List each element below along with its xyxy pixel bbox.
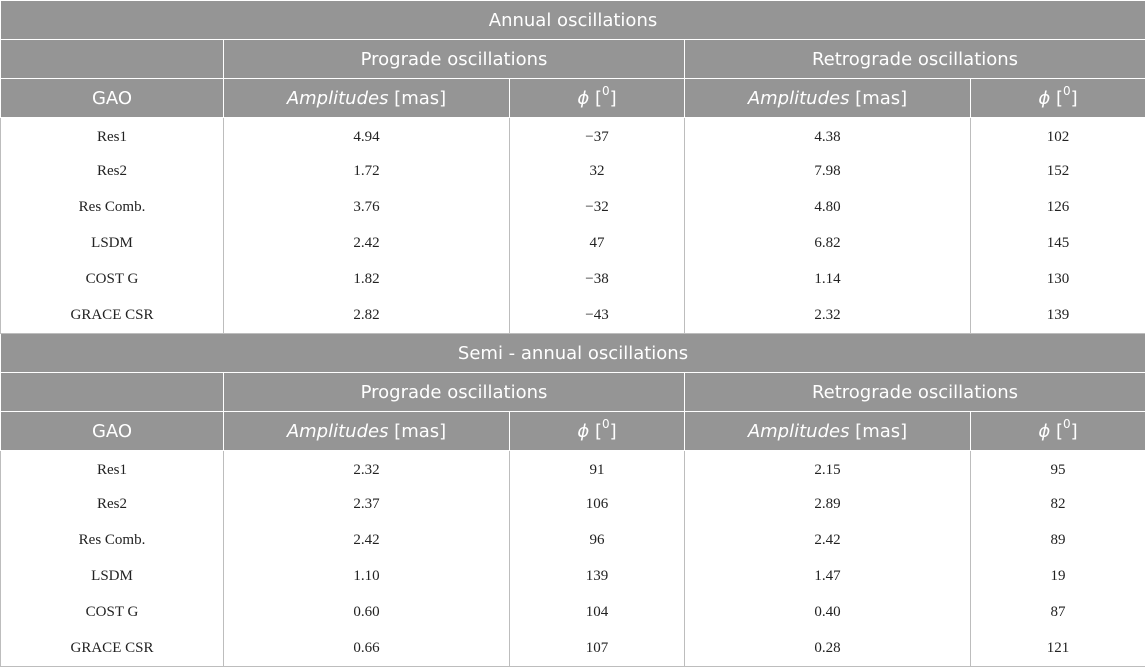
column-header-row bbox=[1, 412, 1145, 451]
gao-cell: COST G bbox=[1, 595, 224, 631]
gao-cell: Res1 bbox=[1, 451, 224, 487]
table-row bbox=[1, 487, 1145, 523]
retrograde-amplitude-cell: 7.98 bbox=[685, 154, 971, 190]
table-row bbox=[1, 118, 1145, 154]
oscillation-type-row bbox=[1, 373, 1145, 412]
prograde-amplitude-cell: 0.60 bbox=[224, 595, 510, 631]
retrograde-phase-cell: 139 bbox=[971, 298, 1145, 334]
prograde-amplitude-header: Amplitudes [mas] bbox=[224, 79, 510, 118]
retrograde-phase-cell: 145 bbox=[971, 226, 1145, 262]
prograde-amplitude-cell: 2.37 bbox=[224, 487, 510, 523]
prograde-header: Prograde oscillations bbox=[224, 40, 685, 79]
gao-cell: COST G bbox=[1, 262, 224, 298]
retrograde-header: Retrograde oscillations bbox=[685, 373, 1145, 412]
prograde-amplitude-cell: 2.42 bbox=[224, 523, 510, 559]
blank-header-cell bbox=[1, 40, 224, 79]
retrograde-phase-cell: 130 bbox=[971, 262, 1145, 298]
prograde-amplitude-cell: 1.10 bbox=[224, 559, 510, 595]
gao-column-header: GAO bbox=[1, 412, 224, 451]
retrograde-amplitude-cell: 4.38 bbox=[685, 118, 971, 154]
prograde-phase-cell: 91 bbox=[510, 451, 685, 487]
table-row bbox=[1, 262, 1145, 298]
prograde-phase-cell: 32 bbox=[510, 154, 685, 190]
gao-cell: GRACE CSR bbox=[1, 298, 224, 334]
retrograde-phase-cell: 102 bbox=[971, 118, 1145, 154]
retrograde-amplitude-cell: 2.42 bbox=[685, 523, 971, 559]
retrograde-phase-header: ϕ [$^0$] bbox=[971, 79, 1145, 118]
retrograde-amplitude-header: Amplitudes [mas] bbox=[685, 79, 971, 118]
prograde-phase-cell: −38 bbox=[510, 262, 685, 298]
table-row bbox=[1, 190, 1145, 226]
table-row bbox=[1, 631, 1145, 667]
oscillation-type-row bbox=[1, 40, 1145, 79]
prograde-phase-cell: 106 bbox=[510, 487, 685, 523]
retrograde-amplitude-header: Amplitudes [mas] bbox=[685, 412, 971, 451]
table-row bbox=[1, 298, 1145, 334]
column-header-row bbox=[1, 79, 1145, 118]
retrograde-phase-cell: 95 bbox=[971, 451, 1145, 487]
prograde-amplitude-cell: 1.72 bbox=[224, 154, 510, 190]
gao-cell: Res Comb. bbox=[1, 523, 224, 559]
retrograde-amplitude-cell: 2.32 bbox=[685, 298, 971, 334]
section-title: Semi - annual oscillations bbox=[1, 334, 1145, 373]
gao-cell: Res2 bbox=[1, 154, 224, 190]
prograde-amplitude-cell: 0.66 bbox=[224, 631, 510, 667]
table-row bbox=[1, 595, 1145, 631]
gao-cell: Res1 bbox=[1, 118, 224, 154]
table-row bbox=[1, 451, 1145, 487]
prograde-phase-cell: 107 bbox=[510, 631, 685, 667]
retrograde-amplitude-cell: 2.15 bbox=[685, 451, 971, 487]
retrograde-amplitude-cell: 1.14 bbox=[685, 262, 971, 298]
prograde-amplitude-cell: 3.76 bbox=[224, 190, 510, 226]
prograde-amplitude-cell: 4.94 bbox=[224, 118, 510, 154]
retrograde-amplitude-cell: 0.28 bbox=[685, 631, 971, 667]
gao-cell: Res2 bbox=[1, 487, 224, 523]
prograde-phase-cell: −43 bbox=[510, 298, 685, 334]
prograde-amplitude-cell: 1.82 bbox=[224, 262, 510, 298]
retrograde-phase-cell: 152 bbox=[971, 154, 1145, 190]
retrograde-phase-cell: 126 bbox=[971, 190, 1145, 226]
prograde-header: Prograde oscillations bbox=[224, 373, 685, 412]
retrograde-amplitude-cell: 4.80 bbox=[685, 190, 971, 226]
section-title-row bbox=[1, 1, 1145, 40]
prograde-amplitude-cell: 2.42 bbox=[224, 226, 510, 262]
prograde-phase-cell: −32 bbox=[510, 190, 685, 226]
retrograde-phase-cell: 19 bbox=[971, 559, 1145, 595]
prograde-phase-header: ϕ [$^0$] bbox=[510, 412, 685, 451]
retrograde-amplitude-cell: 0.40 bbox=[685, 595, 971, 631]
prograde-phase-cell: 47 bbox=[510, 226, 685, 262]
table-row bbox=[1, 226, 1145, 262]
prograde-phase-cell: 96 bbox=[510, 523, 685, 559]
prograde-amplitude-cell: 2.82 bbox=[224, 298, 510, 334]
section-title-row bbox=[1, 334, 1145, 373]
gao-cell: GRACE CSR bbox=[1, 631, 224, 667]
retrograde-phase-header: ϕ [$^0$] bbox=[971, 412, 1145, 451]
gao-cell: Res Comb. bbox=[1, 190, 224, 226]
gao-cell: LSDM bbox=[1, 559, 224, 595]
gao-column-header: GAO bbox=[1, 79, 224, 118]
prograde-phase-cell: −37 bbox=[510, 118, 685, 154]
retrograde-amplitude-cell: 6.82 bbox=[685, 226, 971, 262]
prograde-phase-header: ϕ [$^0$] bbox=[510, 79, 685, 118]
retrograde-amplitude-cell: 1.47 bbox=[685, 559, 971, 595]
gao-cell: LSDM bbox=[1, 226, 224, 262]
retrograde-phase-cell: 82 bbox=[971, 487, 1145, 523]
retrograde-phase-cell: 89 bbox=[971, 523, 1145, 559]
table-row bbox=[1, 154, 1145, 190]
section-title: Annual oscillations bbox=[1, 1, 1145, 40]
prograde-amplitude-header: Amplitudes [mas] bbox=[224, 412, 510, 451]
prograde-amplitude-cell: 2.32 bbox=[224, 451, 510, 487]
blank-header-cell bbox=[1, 373, 224, 412]
retrograde-phase-cell: 121 bbox=[971, 631, 1145, 667]
retrograde-phase-cell: 87 bbox=[971, 595, 1145, 631]
table-row bbox=[1, 559, 1145, 595]
prograde-phase-cell: 104 bbox=[510, 595, 685, 631]
retrograde-header: Retrograde oscillations bbox=[685, 40, 1145, 79]
table-row bbox=[1, 523, 1145, 559]
retrograde-amplitude-cell: 2.89 bbox=[685, 487, 971, 523]
prograde-phase-cell: 139 bbox=[510, 559, 685, 595]
